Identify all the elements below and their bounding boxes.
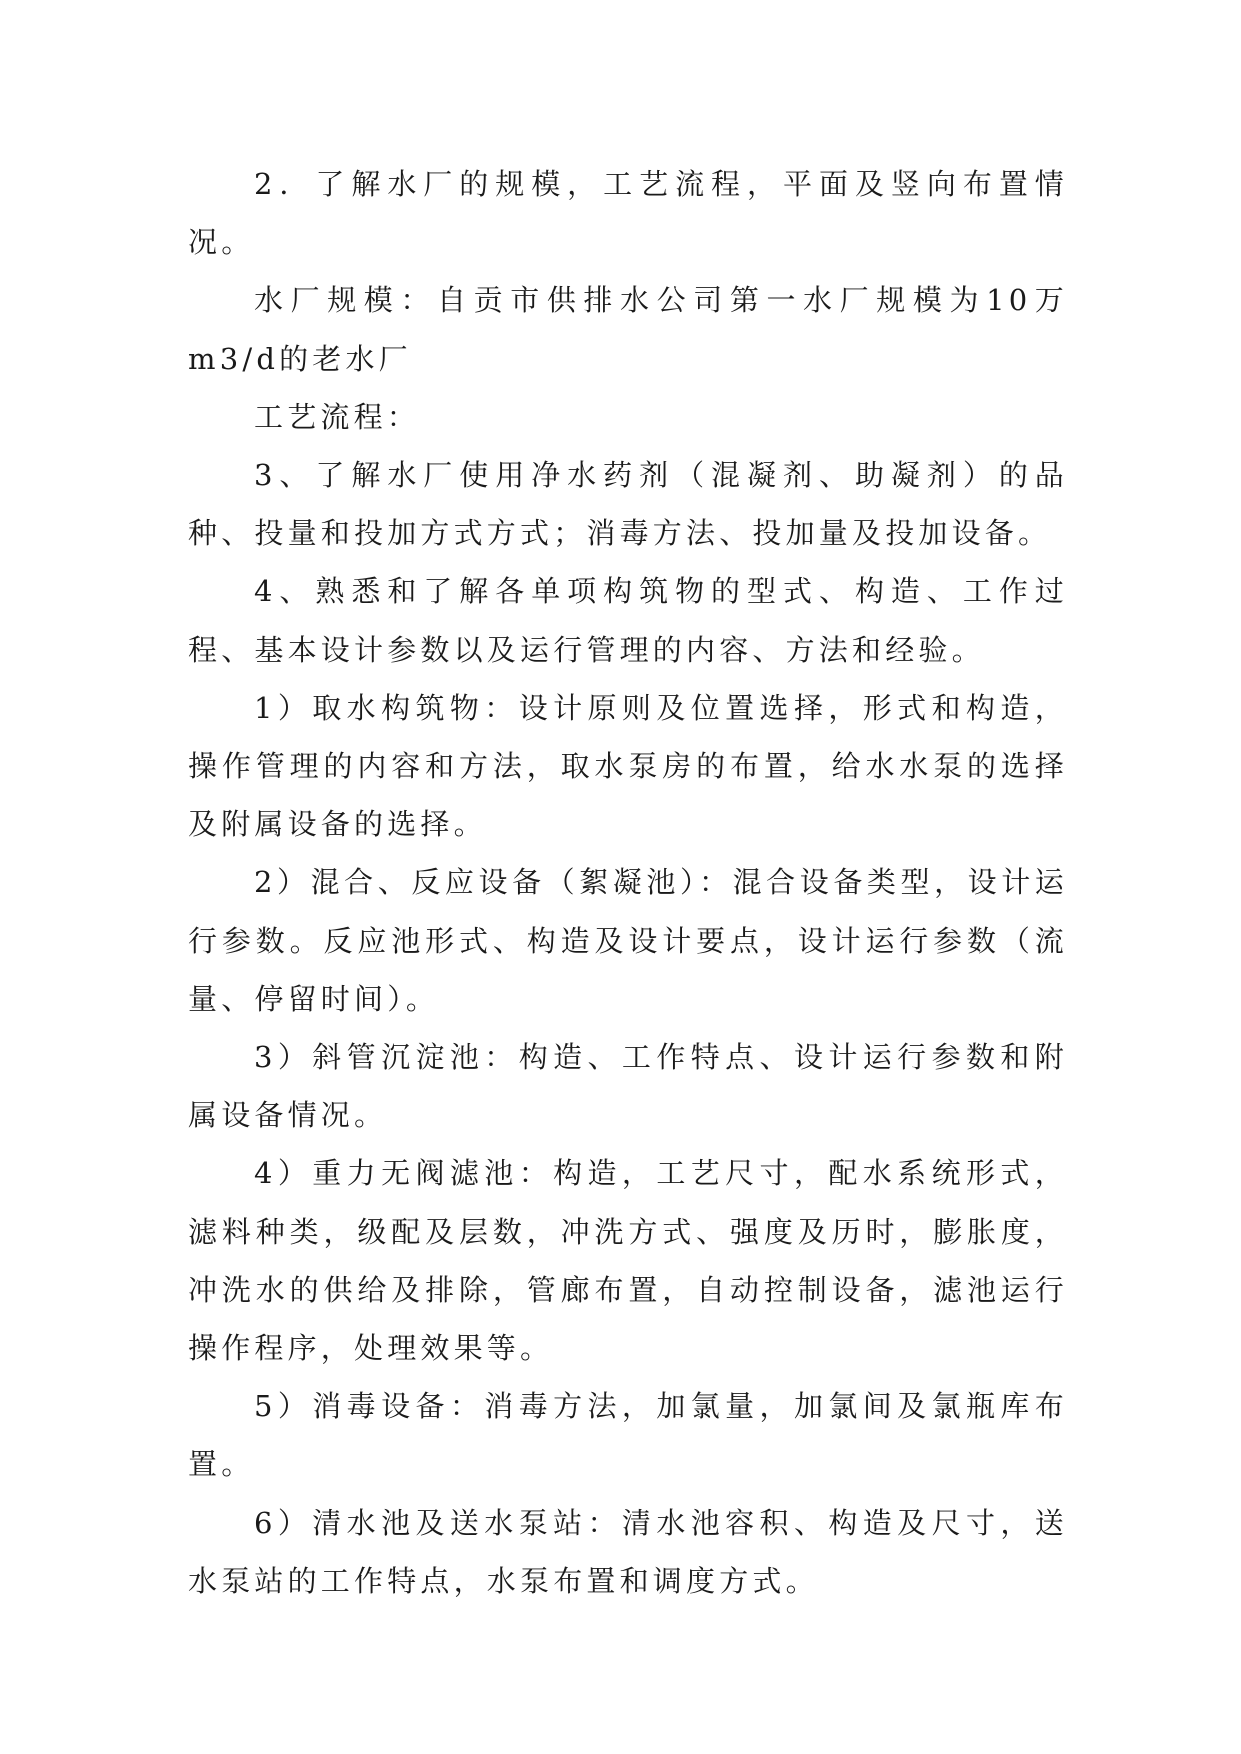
paragraph-process-flow: 工艺流程： bbox=[254, 399, 421, 434]
document-body bbox=[188, 155, 1068, 1610]
paragraph-structures: 4、熟悉和了解各单项构筑物的型式、构造、工作过程、基本设计参数以及运行管理的内容、方法和经验。 bbox=[188, 574, 1068, 667]
paragraph-sedimentation: 3）斜管沉淀池：构造、工作特点、设计运行参数和附属设备情况。 bbox=[188, 1040, 1068, 1133]
paragraph-filter: 4）重力无阀滤池：构造，工艺尺寸，配水系统形式，滤料种类，级配及层数，冲洗方式、强度及历时，膨胀度，冲洗水的供给及排除，管廊布置，自动控制设备，滤池运行操作程序，处理效果等。 bbox=[188, 1156, 1068, 1366]
paragraph-plant-scale: 水厂规模：自贡市供排水公司第一水厂规模为10万m3/d的老水厂 bbox=[188, 283, 1068, 376]
paragraph-scale-process: 2．了解水厂的规模，工艺流程，平面及竖向布置情况。 bbox=[188, 167, 1068, 260]
paragraph-clear-water: 6）清水池及送水泵站：清水池容积、构造及尺寸，送水泵站的工作特点，水泵布置和调度方式。 bbox=[188, 1505, 1068, 1598]
paragraph-disinfection: 5）消毒设备：消毒方法，加氯量，加氯间及氯瓶库布置。 bbox=[188, 1389, 1068, 1482]
paragraph-mixing: 2）混合、反应设备（絮凝池）：混合设备类型，设计运行参数。反应池形式、构造及设计要点，设计运行参数（流量、停留时间）。 bbox=[188, 865, 1068, 1016]
paragraph-chemicals: 3、了解水厂使用净水药剂（混凝剂、助凝剂）的品种、投量和投加方式方式；消毒方法、投加量及投加设备。 bbox=[188, 458, 1068, 551]
paragraph-intake: 1）取水构筑物：设计原则及位置选择，形式和构造，操作管理的内容和方法，取水泵房的布置，给水水泵的选择及附属设备的选择。 bbox=[188, 690, 1068, 842]
